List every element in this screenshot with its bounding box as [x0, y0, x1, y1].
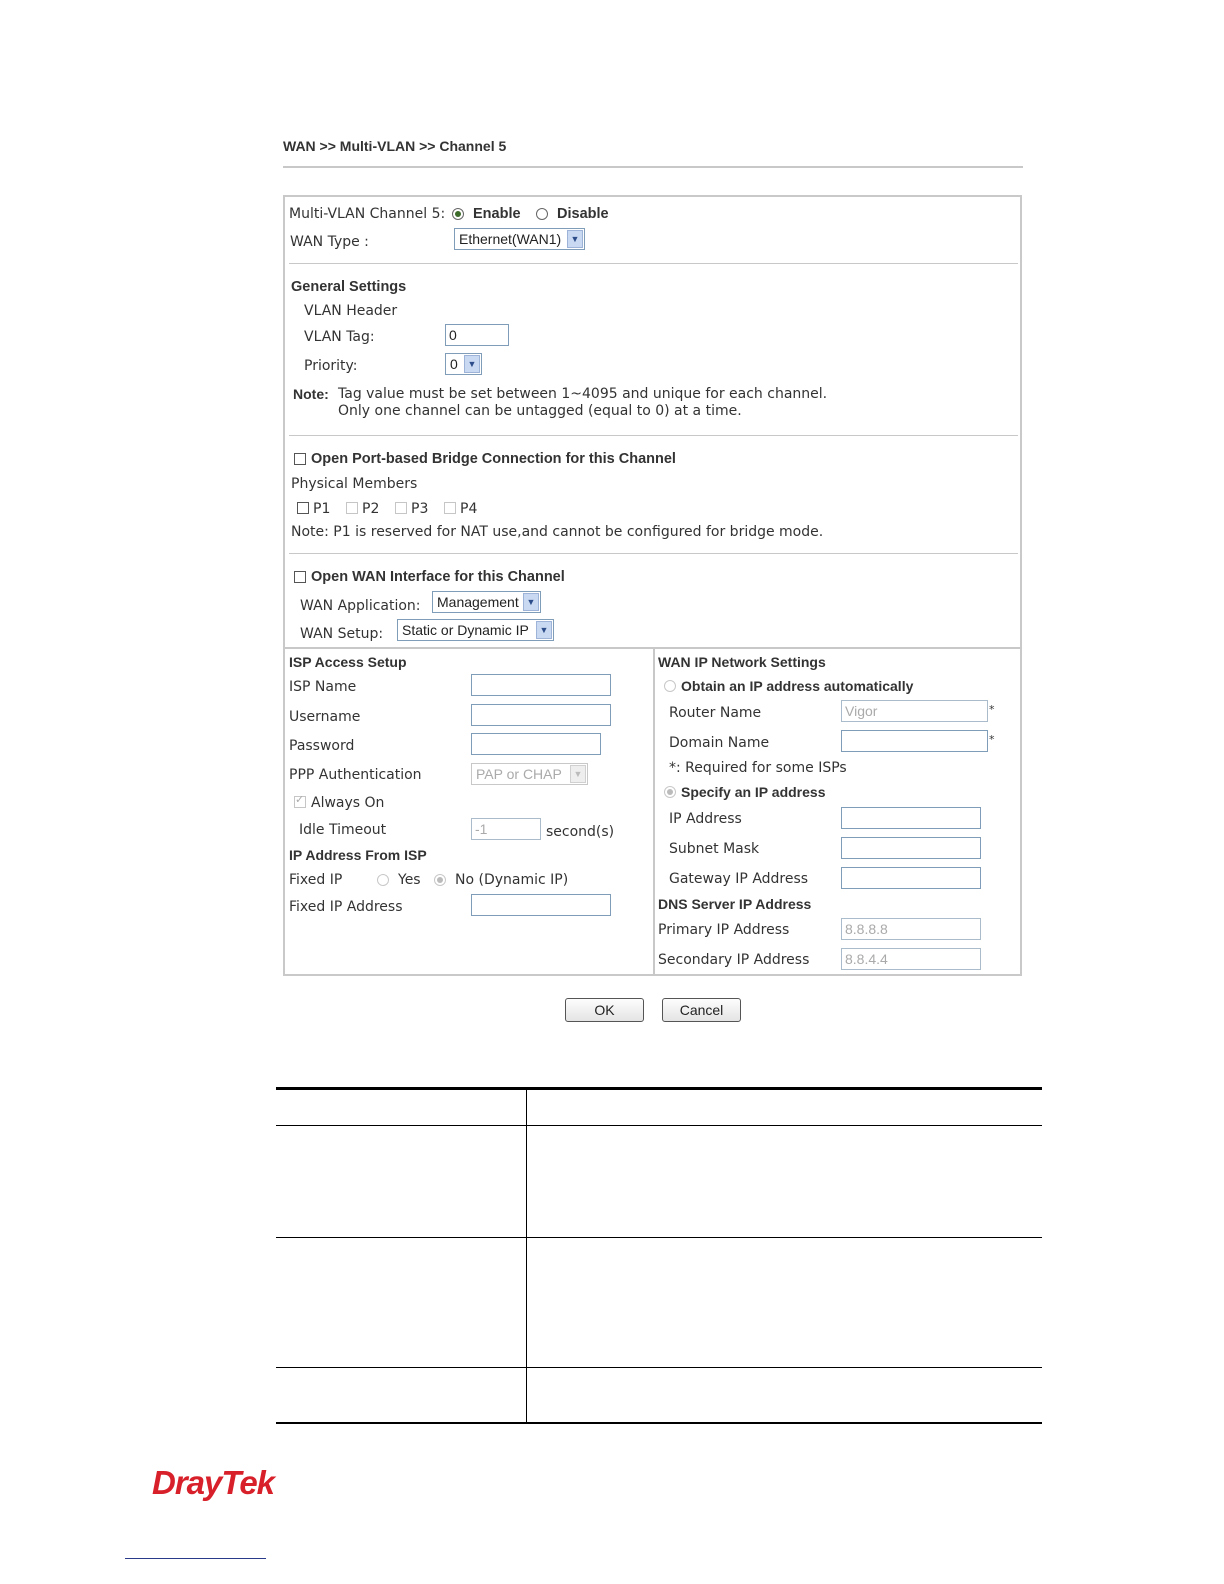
fixed-ip-label: Fixed IP	[289, 872, 343, 888]
priority-label: Priority:	[304, 358, 358, 374]
fixed-ip-address-label: Fixed IP Address	[289, 899, 403, 915]
physical-members-label: Physical Members	[291, 476, 418, 492]
ppp-auth-value: PAP or CHAP	[476, 766, 562, 782]
username-input[interactable]	[471, 704, 611, 726]
ip-address-input[interactable]	[841, 807, 981, 829]
fixed-ip-yes-radio[interactable]	[377, 874, 389, 886]
wan-type-label: WAN Type :	[290, 234, 369, 250]
fixed-ip-no-label: No (Dynamic IP)	[455, 872, 569, 888]
subnet-mask-input[interactable]	[841, 837, 981, 859]
fixed-ip-yes-label: Yes	[398, 872, 421, 888]
cancel-button[interactable]: Cancel	[662, 998, 741, 1022]
footer-rule	[125, 1558, 266, 1559]
primary-dns-label: Primary IP Address	[658, 922, 790, 938]
idle-timeout-unit: second(s)	[546, 824, 615, 840]
priority-select[interactable]	[445, 353, 482, 375]
breadcrumb-divider	[283, 166, 1023, 168]
wan-interface-checkbox[interactable]	[294, 571, 306, 583]
port-p1-label: P1	[313, 501, 331, 517]
wan-type-select[interactable]	[454, 228, 585, 250]
column-divider	[653, 647, 655, 976]
idle-timeout-input[interactable]: -1	[471, 818, 541, 840]
wan-setup-value: Static or Dynamic IP	[402, 622, 529, 638]
username-label: Username	[289, 709, 361, 725]
obtain-ip-radio[interactable]	[664, 680, 676, 692]
draytek-logo: DrayTek	[152, 1464, 275, 1501]
required-note: *: Required for some ISPs	[669, 760, 847, 776]
chevron-down-icon: ▼	[536, 621, 552, 639]
note-line-1: Tag value must be set between 1~4095 and unique for each channel.	[338, 386, 828, 402]
specify-ip-radio[interactable]	[664, 786, 676, 798]
isp-access-title: ISP Access Setup	[289, 654, 407, 670]
vlan-tag-label: VLAN Tag:	[304, 329, 375, 345]
bridge-checkbox[interactable]	[294, 453, 306, 465]
subnet-mask-label: Subnet Mask	[669, 841, 760, 857]
idle-timeout-label: Idle Timeout	[299, 822, 387, 838]
enable-radio[interactable]	[452, 208, 464, 220]
channel-label: Multi-VLAN Channel 5:	[289, 206, 446, 222]
dns-title: DNS Server IP Address	[658, 896, 812, 912]
bridge-note: Note: P1 is reserved for NAT use,and cannot be configured for bridge mode.	[291, 524, 824, 540]
port-p4-label: P4	[460, 501, 478, 517]
table-column-divider	[526, 1090, 527, 1422]
wan-application-select[interactable]	[432, 591, 541, 613]
domain-name-required-mark: *	[989, 733, 995, 746]
gateway-label: Gateway IP Address	[669, 871, 809, 887]
port-p1-checkbox[interactable]	[297, 502, 309, 514]
ok-button[interactable]: OK	[565, 998, 644, 1022]
specify-ip-label: Specify an IP address	[681, 784, 826, 800]
settings-panel	[283, 195, 1022, 976]
fixed-ip-no-radio[interactable]	[434, 874, 446, 886]
wan-interface-title: Open WAN Interface for this Channel	[311, 569, 565, 585]
primary-dns-input[interactable]: 8.8.8.8	[841, 918, 981, 940]
password-input[interactable]	[471, 733, 601, 755]
password-label: Password	[289, 738, 355, 754]
general-settings-title: General Settings	[291, 279, 407, 295]
wan-application-label: WAN Application:	[300, 598, 421, 614]
router-name-required-mark: *	[989, 703, 995, 716]
port-p3-label: P3	[411, 501, 429, 517]
port-p2-label: P2	[362, 501, 380, 517]
wan-type-value: Ethernet(WAN1)	[459, 231, 562, 247]
section-divider	[289, 263, 1018, 264]
wan-setup-label: WAN Setup:	[300, 626, 384, 642]
table-top-rule	[276, 1087, 1042, 1090]
chevron-down-icon: ▼	[464, 355, 480, 373]
router-name-input[interactable]: Vigor	[841, 700, 988, 722]
secondary-dns-label: Secondary IP Address	[658, 952, 810, 968]
port-p3-checkbox[interactable]	[395, 502, 407, 514]
chevron-down-icon: ▼	[523, 593, 539, 611]
ip-address-label: IP Address	[669, 811, 742, 827]
enable-label: Enable	[473, 206, 521, 222]
obtain-ip-label: Obtain an IP address automatically	[681, 678, 914, 694]
table-row-divider	[276, 1367, 1042, 1368]
section-divider	[289, 553, 1018, 554]
section-divider	[289, 435, 1018, 436]
gateway-input[interactable]	[841, 867, 981, 889]
always-on-label: Always On	[311, 795, 385, 811]
isp-name-input[interactable]	[471, 674, 611, 696]
note-label: Note:	[293, 386, 329, 402]
note-line-2: Only one channel can be untagged (equal to 0) at a time.	[338, 403, 742, 419]
chevron-down-icon: ▼	[567, 230, 583, 248]
port-p2-checkbox[interactable]	[346, 502, 358, 514]
ppp-auth-select[interactable]	[471, 763, 588, 785]
vlan-tag-input[interactable]: 0	[445, 324, 509, 346]
fixed-ip-address-input[interactable]	[471, 894, 611, 916]
ppp-auth-label: PPP Authentication	[289, 767, 422, 783]
domain-name-input[interactable]	[841, 730, 988, 752]
router-name-label: Router Name	[669, 705, 762, 721]
priority-value: 0	[450, 356, 458, 372]
bridge-title: Open Port-based Bridge Connection for this Channel	[311, 451, 676, 467]
disable-label: Disable	[557, 206, 609, 222]
secondary-dns-input[interactable]: 8.8.4.4	[841, 948, 981, 970]
wan-application-value: Management	[437, 594, 519, 610]
table-row-divider	[276, 1237, 1042, 1238]
breadcrumb: WAN >> Multi-VLAN >> Channel 5	[283, 138, 507, 154]
chevron-down-icon: ▼	[570, 765, 586, 783]
domain-name-label: Domain Name	[669, 735, 770, 751]
table-row-divider	[276, 1125, 1042, 1126]
table-bottom-rule	[276, 1422, 1042, 1424]
disable-radio[interactable]	[536, 208, 548, 220]
port-p4-checkbox[interactable]	[444, 502, 456, 514]
always-on-checkbox[interactable]	[294, 796, 306, 808]
wan-setup-select[interactable]	[397, 619, 554, 641]
ip-from-isp-title: IP Address From ISP	[289, 847, 427, 863]
isp-name-label: ISP Name	[289, 679, 357, 695]
wan-ip-title: WAN IP Network Settings	[658, 654, 826, 670]
vlan-header-label: VLAN Header	[304, 303, 398, 319]
